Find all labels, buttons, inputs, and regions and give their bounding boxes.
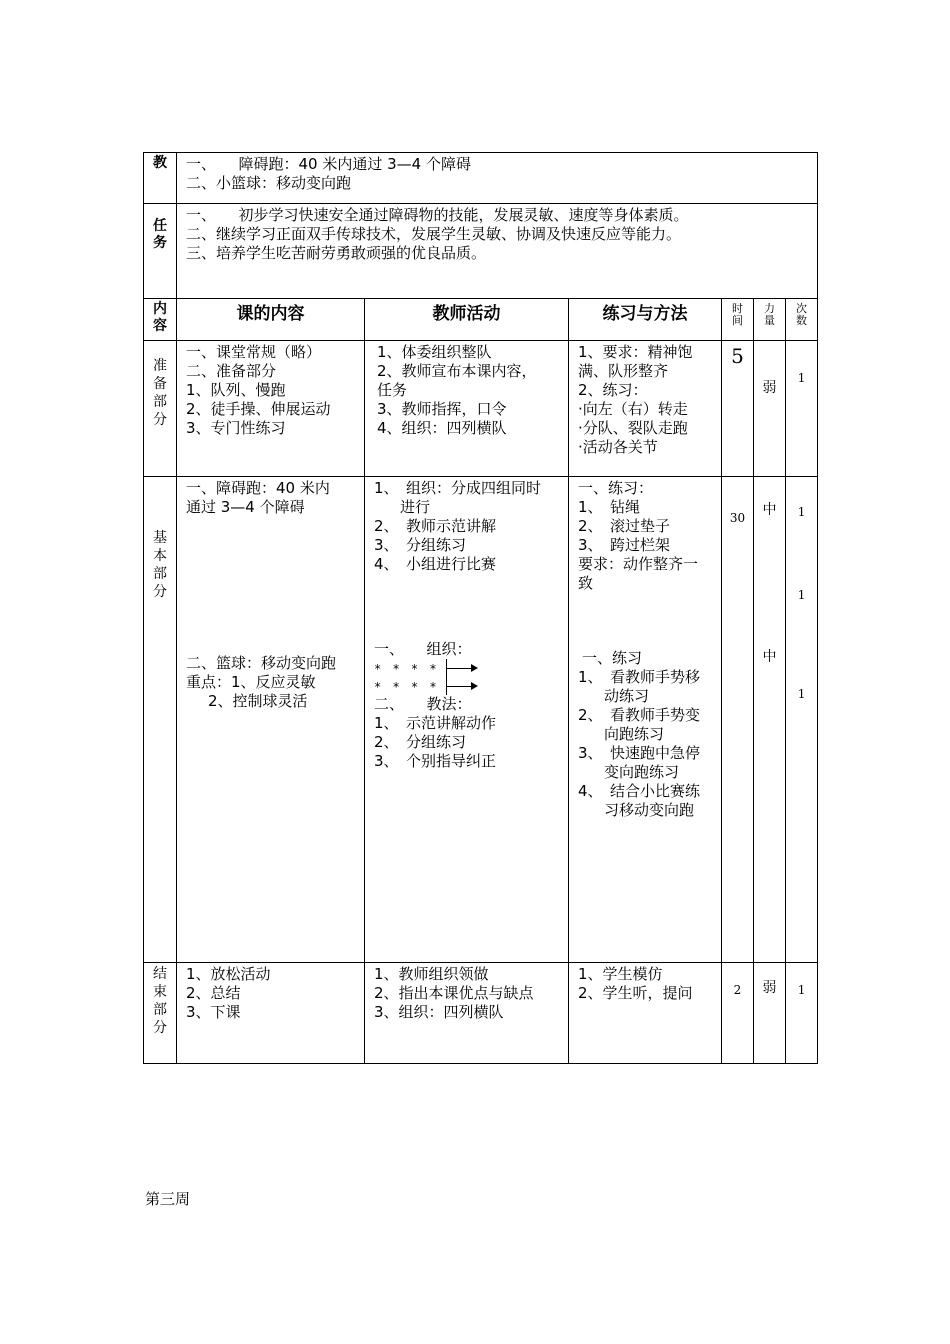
week-label: 第三周 bbox=[145, 1190, 191, 1208]
prep-label bbox=[144, 341, 177, 477]
prep-practice-line-5: ·分队、裂队走跑 bbox=[578, 419, 688, 437]
header-content: 课的内容 bbox=[177, 299, 365, 341]
end-teacher-line-1: 1、教师组织领做 bbox=[374, 965, 489, 983]
prep-content-line-4: 2、徒手操、伸展运动 bbox=[186, 400, 331, 418]
main-practice-b-line-3: 2、 看教师手势变向跑练习 bbox=[578, 706, 701, 743]
prep-teacher-line-3: 任务 bbox=[377, 381, 408, 399]
header-count-char-2: 数 bbox=[796, 314, 808, 327]
prep-practice-line-6: ·活动各关节 bbox=[578, 438, 658, 456]
header-practice: 练习与方法 bbox=[569, 299, 722, 341]
prep-count: 1 bbox=[786, 341, 818, 477]
main-label bbox=[144, 477, 177, 963]
prep-practice-line-3: 2、练习： bbox=[578, 381, 648, 399]
main-teacher-org: 一、 组织： bbox=[374, 640, 472, 658]
main-teacher-a-line-2: 进行 bbox=[400, 498, 431, 516]
main-label-char-3: 部 bbox=[153, 566, 167, 582]
main-label-char-4: 分 bbox=[153, 584, 167, 600]
end-practice-line-1: 1、学生模仿 bbox=[578, 965, 663, 983]
header-time-char-1: 时 bbox=[732, 302, 743, 315]
prep-row bbox=[144, 341, 818, 477]
header-time-char-2: 间 bbox=[732, 314, 743, 327]
main-counts bbox=[786, 477, 818, 963]
header-label-char-1: 内 bbox=[153, 301, 167, 317]
end-label-char-1: 结 bbox=[153, 966, 167, 982]
header-count-char-1: 次 bbox=[796, 302, 808, 315]
prep-label-char-3: 部 bbox=[153, 394, 167, 410]
end-practice bbox=[569, 963, 722, 1064]
main-practice-a-line-5: 要求：动作整齐一 bbox=[578, 555, 699, 573]
main-content-b-line-3: 2、控制球灵活 bbox=[208, 692, 308, 710]
header-intensity-char-2: 量 bbox=[764, 314, 775, 327]
prep-label-char-2: 备 bbox=[153, 376, 167, 392]
prep-teacher-line-4: 3、教师指挥，口令 bbox=[377, 400, 507, 418]
tasks-label-char-1: 任 bbox=[153, 218, 167, 234]
main-practice-b-line-2: 1、 看教师手势移动练习 bbox=[578, 668, 701, 705]
header-label-char-2: 容 bbox=[153, 318, 167, 334]
arrow-right-icon bbox=[446, 668, 476, 669]
formation-row-2 bbox=[374, 677, 562, 695]
prep-content-line-1: 一、课堂常规（略） bbox=[186, 343, 322, 361]
main-teacher-a-line-3: 2、 教师示范讲解 bbox=[374, 517, 497, 535]
prep-content-line-2: 二、准备部分 bbox=[186, 362, 277, 380]
prep-teacher-line-2: 2、教师宣布本课内容， bbox=[377, 362, 537, 380]
header-count bbox=[786, 299, 818, 341]
tasks-row bbox=[144, 204, 818, 299]
main-intensity-b: 中 bbox=[762, 649, 777, 665]
task-line-1: 一、 初步学习快速安全通过障碍物的技能，发展灵敏、速度等身体素质。 bbox=[186, 206, 689, 224]
main-practice-a-line-2: 1、 钻绳 bbox=[578, 498, 641, 516]
tasks-label bbox=[144, 204, 177, 299]
tasks-label-char-2: 务 bbox=[153, 235, 167, 251]
main-teacher-a-line-4: 3、 分组练习 bbox=[374, 536, 467, 554]
main-teacher-method: 二、 教法： bbox=[374, 695, 472, 713]
main-content-a-line-1: 一、障碍跑：40 米内 bbox=[186, 479, 330, 497]
prep-practice-line-1: 1、要求：精神饱 bbox=[578, 343, 693, 361]
header-row bbox=[144, 299, 818, 341]
main-teacher-a-line-5: 4、 小组进行比赛 bbox=[374, 555, 497, 573]
main-practice-a-line-1: 一、练习： bbox=[578, 479, 654, 497]
prep-label-char-4: 分 bbox=[153, 412, 167, 428]
prep-label-char-1: 准 bbox=[153, 358, 167, 374]
main-count-1: 1 bbox=[797, 505, 806, 519]
objectives-row bbox=[144, 153, 818, 204]
main-practice bbox=[569, 477, 722, 963]
prep-content-line-3: 1、队列、慢跑 bbox=[186, 381, 286, 399]
main-teacher bbox=[365, 477, 569, 963]
end-time: 2 bbox=[722, 963, 754, 1064]
header-label bbox=[144, 299, 177, 341]
header-time bbox=[722, 299, 754, 341]
end-content-line-3: 3、下课 bbox=[186, 1003, 241, 1021]
lesson-plan-sheet bbox=[143, 152, 817, 1065]
task-line-3: 三、培养学生吃苦耐劳勇敢顽强的优良品质。 bbox=[186, 244, 487, 262]
main-label-char-2: 本 bbox=[153, 548, 167, 564]
main-practice-a-line-4: 3、 跨过栏架 bbox=[578, 536, 671, 554]
end-row bbox=[144, 963, 818, 1064]
main-practice-a-line-6: 致 bbox=[578, 574, 594, 592]
formation-row-1 bbox=[374, 659, 562, 677]
main-teacher-step-3: 3、 个别指导纠正 bbox=[374, 752, 497, 770]
end-label-char-3: 部 bbox=[153, 1002, 167, 1018]
end-content-line-1: 1、放松活动 bbox=[186, 965, 271, 983]
prep-teacher bbox=[365, 341, 569, 477]
main-practice-a-line-3: 2、 滚过垫子 bbox=[578, 517, 671, 535]
formation-stars-2: * * * * bbox=[374, 680, 439, 694]
main-practice-b-line-5: 4、 结合小比赛练习移动变向跑 bbox=[578, 782, 701, 819]
prep-time: 5 bbox=[722, 341, 754, 477]
main-practice-b-line-4: 3、 快速跑中急停变向跑练习 bbox=[578, 744, 701, 781]
header-teacher: 教师活动 bbox=[365, 299, 569, 341]
main-content-b-line-2: 重点：1、反应灵敏 bbox=[186, 673, 316, 691]
prep-teacher-line-5: 4、组织：四列横队 bbox=[377, 419, 507, 437]
objectives-label: 教 bbox=[144, 153, 177, 204]
main-teacher-step-1: 1、 示范讲解动作 bbox=[374, 714, 497, 732]
prep-intensity: 弱 bbox=[754, 341, 786, 477]
prep-practice-line-2: 满、队形整齐 bbox=[578, 362, 669, 380]
main-intensity bbox=[754, 477, 786, 963]
main-content-a-line-2: 通过 3—4 个障碍 bbox=[186, 498, 305, 516]
prep-content-line-5: 3、专门性练习 bbox=[186, 419, 286, 437]
end-content-line-2: 2、总结 bbox=[186, 984, 241, 1002]
main-content-b-line-1: 二、篮球：移动变向跑 bbox=[186, 654, 337, 672]
end-label bbox=[144, 963, 177, 1064]
arrow-right-icon bbox=[446, 686, 476, 687]
header-intensity bbox=[754, 299, 786, 341]
end-label-char-2: 束 bbox=[153, 984, 167, 1000]
objectives-content bbox=[177, 153, 818, 204]
end-content bbox=[177, 963, 365, 1064]
end-teacher bbox=[365, 963, 569, 1064]
end-label-char-4: 分 bbox=[153, 1020, 167, 1036]
main-time: 30 bbox=[722, 477, 754, 963]
prep-content bbox=[177, 341, 365, 477]
main-intensity-a: 中 bbox=[762, 502, 777, 518]
task-line-2: 二、继续学习正面双手传球技术，发展学生灵敏、协调及快速反应等能力。 bbox=[186, 225, 682, 243]
objective-line-1: 一、 障碍跑：40 米内通过 3—4 个障碍 bbox=[186, 155, 471, 173]
main-content bbox=[177, 477, 365, 963]
lesson-plan-table bbox=[143, 152, 818, 1064]
end-practice-line-2: 2、学生听，提问 bbox=[578, 984, 693, 1002]
main-count-3: 1 bbox=[797, 687, 806, 701]
header-intensity-char-1: 力 bbox=[764, 302, 775, 315]
main-count-2: 1 bbox=[797, 588, 806, 602]
end-teacher-line-3: 3、组织：四列横队 bbox=[374, 1003, 504, 1021]
end-teacher-line-2: 2、指出本课优点与缺点 bbox=[374, 984, 534, 1002]
prep-practice-line-4: ·向左（右）转走 bbox=[578, 400, 688, 418]
end-intensity: 弱 bbox=[754, 963, 786, 1064]
tasks-content bbox=[177, 204, 818, 299]
main-practice-b-line-1: 一、练习 bbox=[582, 649, 643, 667]
prep-practice bbox=[569, 341, 722, 477]
main-teacher-a-line-1: 1、 组织：分成四组同时 bbox=[374, 479, 542, 497]
main-row bbox=[144, 477, 818, 963]
prep-teacher-line-1: 1、体委组织整队 bbox=[377, 343, 492, 361]
objective-line-2: 二、小篮球：移动变向跑 bbox=[186, 174, 352, 192]
main-label-char-1: 基 bbox=[153, 530, 167, 546]
end-count: 1 bbox=[786, 963, 818, 1064]
main-teacher-step-2: 2、 分组练习 bbox=[374, 733, 467, 751]
formation-stars-1: * * * * bbox=[374, 662, 439, 676]
